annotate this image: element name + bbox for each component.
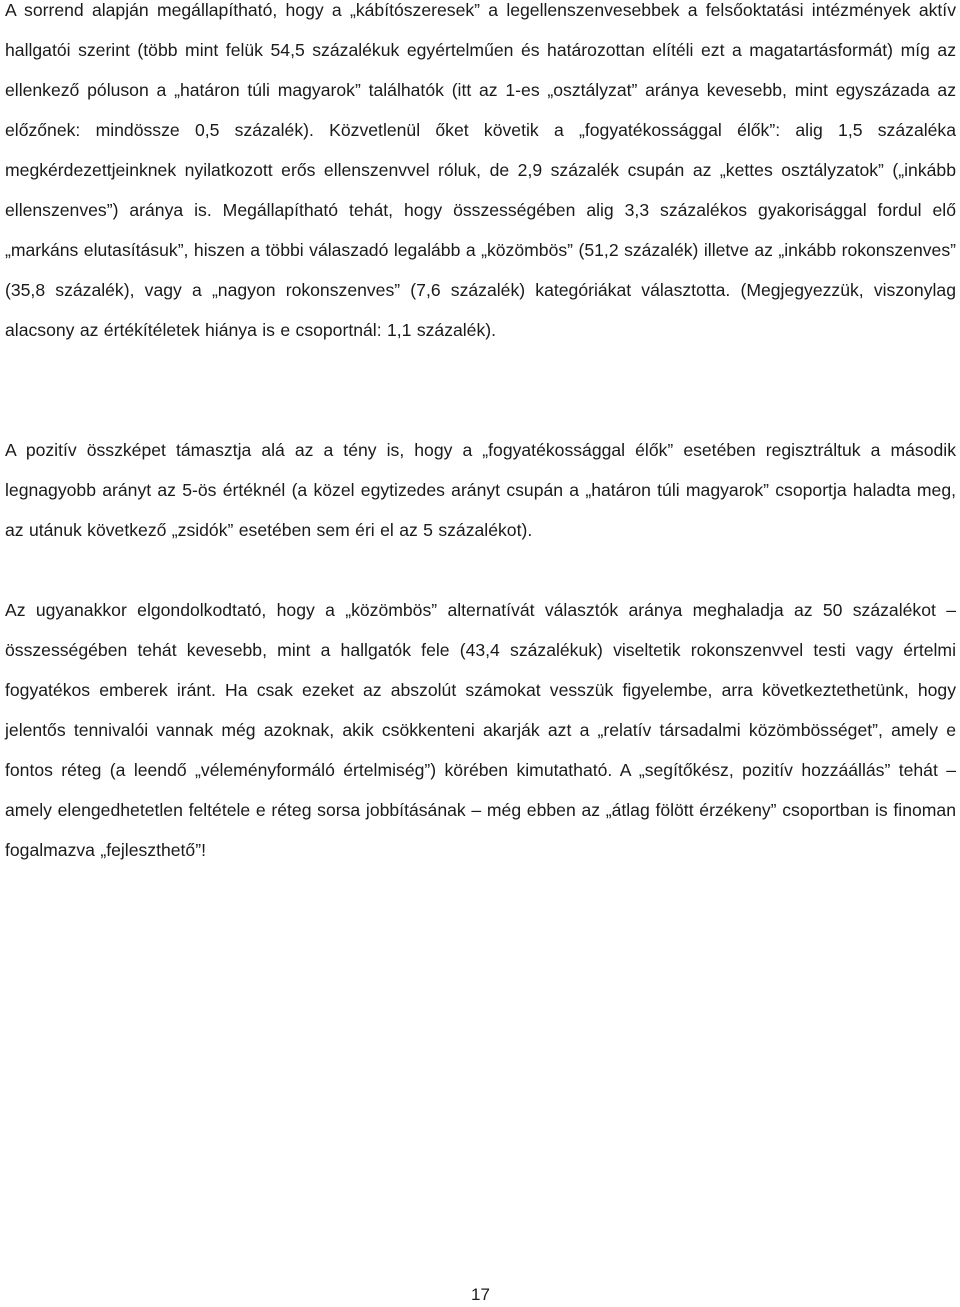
paragraph-3: Az ugyanakkor elgondolkodtató, hogy a „közömbös” alternatívát választók aránya meghaladja az 50 százalékot – összességében tehát kevesebb, mint a hallgatók fele (43,4 százalékuk) viseltetik rokonszenvvel testi vagy értelmi fogyatékos emberek iránt. Ha csak ezeket az abszolút számokat vesszük figyelembe, arra következtethetünk, hogy jelentős tennivalói vannak még azoknak, akik csökkenteni akarják azt a „relatív társadalmi közömbösséget”, amely e fontos réteg (a leendő „véleményformáló értelmiség”) körében kimutatható. A „segítőkész, pozitív hozzáállás” tehát – amely elengedhetetlen feltétele e réteg sorsa jobbításának – még ebben az „átlag fölött érzékeny” csoportban is finoman fogalmazva „fejleszthető”! [5,600,956,860]
document-page [5,0,956,1307]
paragraph-1: A sorrend alapján megállapítható, hogy a „kábítószeresek” a legellenszenvesebbek a felsőoktatási intézmények aktív hallgatói szerint (több mint felük 54,5 százalékuk egyértelműen és határozottan elítéli ezt a magatartásformát) míg az ellenkező póluson a „határon túli magyarok” találhatók (itt az 1-es „osztályzat” aránya kevesebb, mint egyszázada az előzőnek: mindössze 0,5 százalék). Közvetlenül őket követik a „fogyatékossággal élők”: alig 1,5 százaléka megkérdezettjeinknek nyilatkozott erős ellenszenvvel róluk, de 2,9 százalék csupán az „kettes osztályzatok” („inkább ellenszenves”) aránya is. Megállapítható tehát, hogy összességében alig 3,3 százalékos gyakorisággal fordul elő „markáns elutasításuk”, hiszen a többi válaszadó legalább a „közömbös” (51,2 százalék) illetve az „inkább rokonszenves” (35,8 százalék), vagy a „nagyon rokonszenves” (7,6 százalék) kategóriákat választotta. (Megjegyezzük, viszonylag alacsony az értékítéletek hiánya is e csoportnál: 1,1 százalék). [5,0,956,340]
paragraph-2: A pozitív összképet támasztja alá az a tény is, hogy a „fogyatékossággal élők” esetében regisztráltuk a második legnagyobb arányt az 5-ös értéknél (a közel egytizedes arányt csupán a „határon túli magyarok” csoportja haladta meg, az utánuk következő „zsidók” esetében sem éri el az 5 százalékot). [5,440,956,540]
page-number: 17 [471,1285,490,1304]
